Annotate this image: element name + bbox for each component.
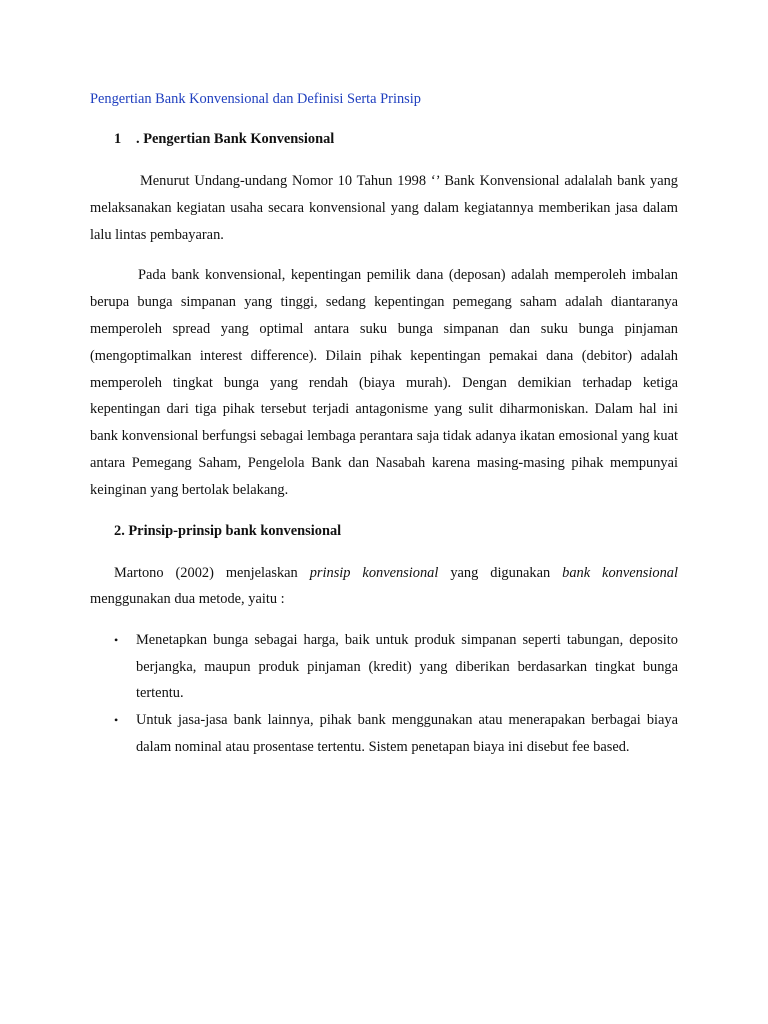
section-2-intro-paragraph: [90, 560, 678, 614]
document-title: Pengertian Bank Konvensional dan Definisi Serta Prinsip: [90, 91, 421, 107]
method-bullet-list: [90, 627, 678, 760]
bullet-icon: •: [114, 712, 119, 727]
section-1-heading: [90, 126, 678, 152]
section-1-number: 1: [114, 131, 122, 147]
intro-text-1: Martono (2002) menjelaskan: [114, 564, 310, 581]
section-2-heading: 2. Prinsip-prinsip bank konvensional: [114, 522, 342, 539]
intro-italic-prinsip: prinsip konvensional: [309, 564, 439, 581]
bullet-item-2: [114, 707, 678, 760]
intro-italic-bank: bank konvensional: [562, 564, 678, 581]
bullet-item-text: Untuk jasa-jasa bank lainnya, pihak bank menggunakan atau menerapakan berbagai biaya dalam nominal atau prosentase tertentu. Sistem penetapan biaya ini disebut fee based.: [136, 711, 678, 755]
intro-text-2: yang digunakan: [438, 564, 563, 581]
section-1-paragraph-2: Pada bank konvensional, kepentingan pemilik dana (deposan) adalah memperoleh imbalan berupa bunga simpanan yang tinggi, sedang kepentingan pemegang saham adalah diantaranya memperoleh spread yang optimal antara suku bunga simpanan dan suku bunga pinjaman (mengoptimalkan interest difference). Dilain pihak kepentingan pemakai dana (debitor) adalah memperoleh tingkat bunga yang rendah (biaya murah). Dengan demikian terhadap ketiga kepentingan dari tiga pihak tersebut terjadi antagonisme yang sulit diharmoniskan. Dalam hal ini bank konvensional berfungsi sebagai lembaga perantara saja tidak adanya ikatan emosional yang kuat antara Pemegang Saham, Pengelola Bank dan Nasabah karena masing-masing pihak mempunyai keinginan yang bertolak belakang.: [90, 267, 678, 498]
bullet-icon: •: [114, 633, 119, 648]
document-page: [90, 86, 678, 760]
intro-text-3: menggunakan dua metode, yaitu :: [90, 591, 285, 608]
section-1-paragraph-1: Menurut Undang-undang Nomor 10 Tahun 1998 ‘’ Bank Konvensional adalalah bank yang melaksanakan kegiatan usaha secara konvensional yang dalam kegiatannya memberikan jasa dalam lalu lintas pembayaran.: [90, 173, 678, 243]
bullet-item-1: [114, 627, 678, 707]
section-1-heading-text: . Pengertian Bank Konvensional: [136, 131, 335, 147]
bullet-item-text: Menetapkan bunga sebagai harga, baik untuk produk simpanan seperti tabungan, deposito berjangka, maupun produk pinjaman (kredit) yang diberikan berdasarkan tingkat bunga tertentu.: [136, 632, 678, 702]
